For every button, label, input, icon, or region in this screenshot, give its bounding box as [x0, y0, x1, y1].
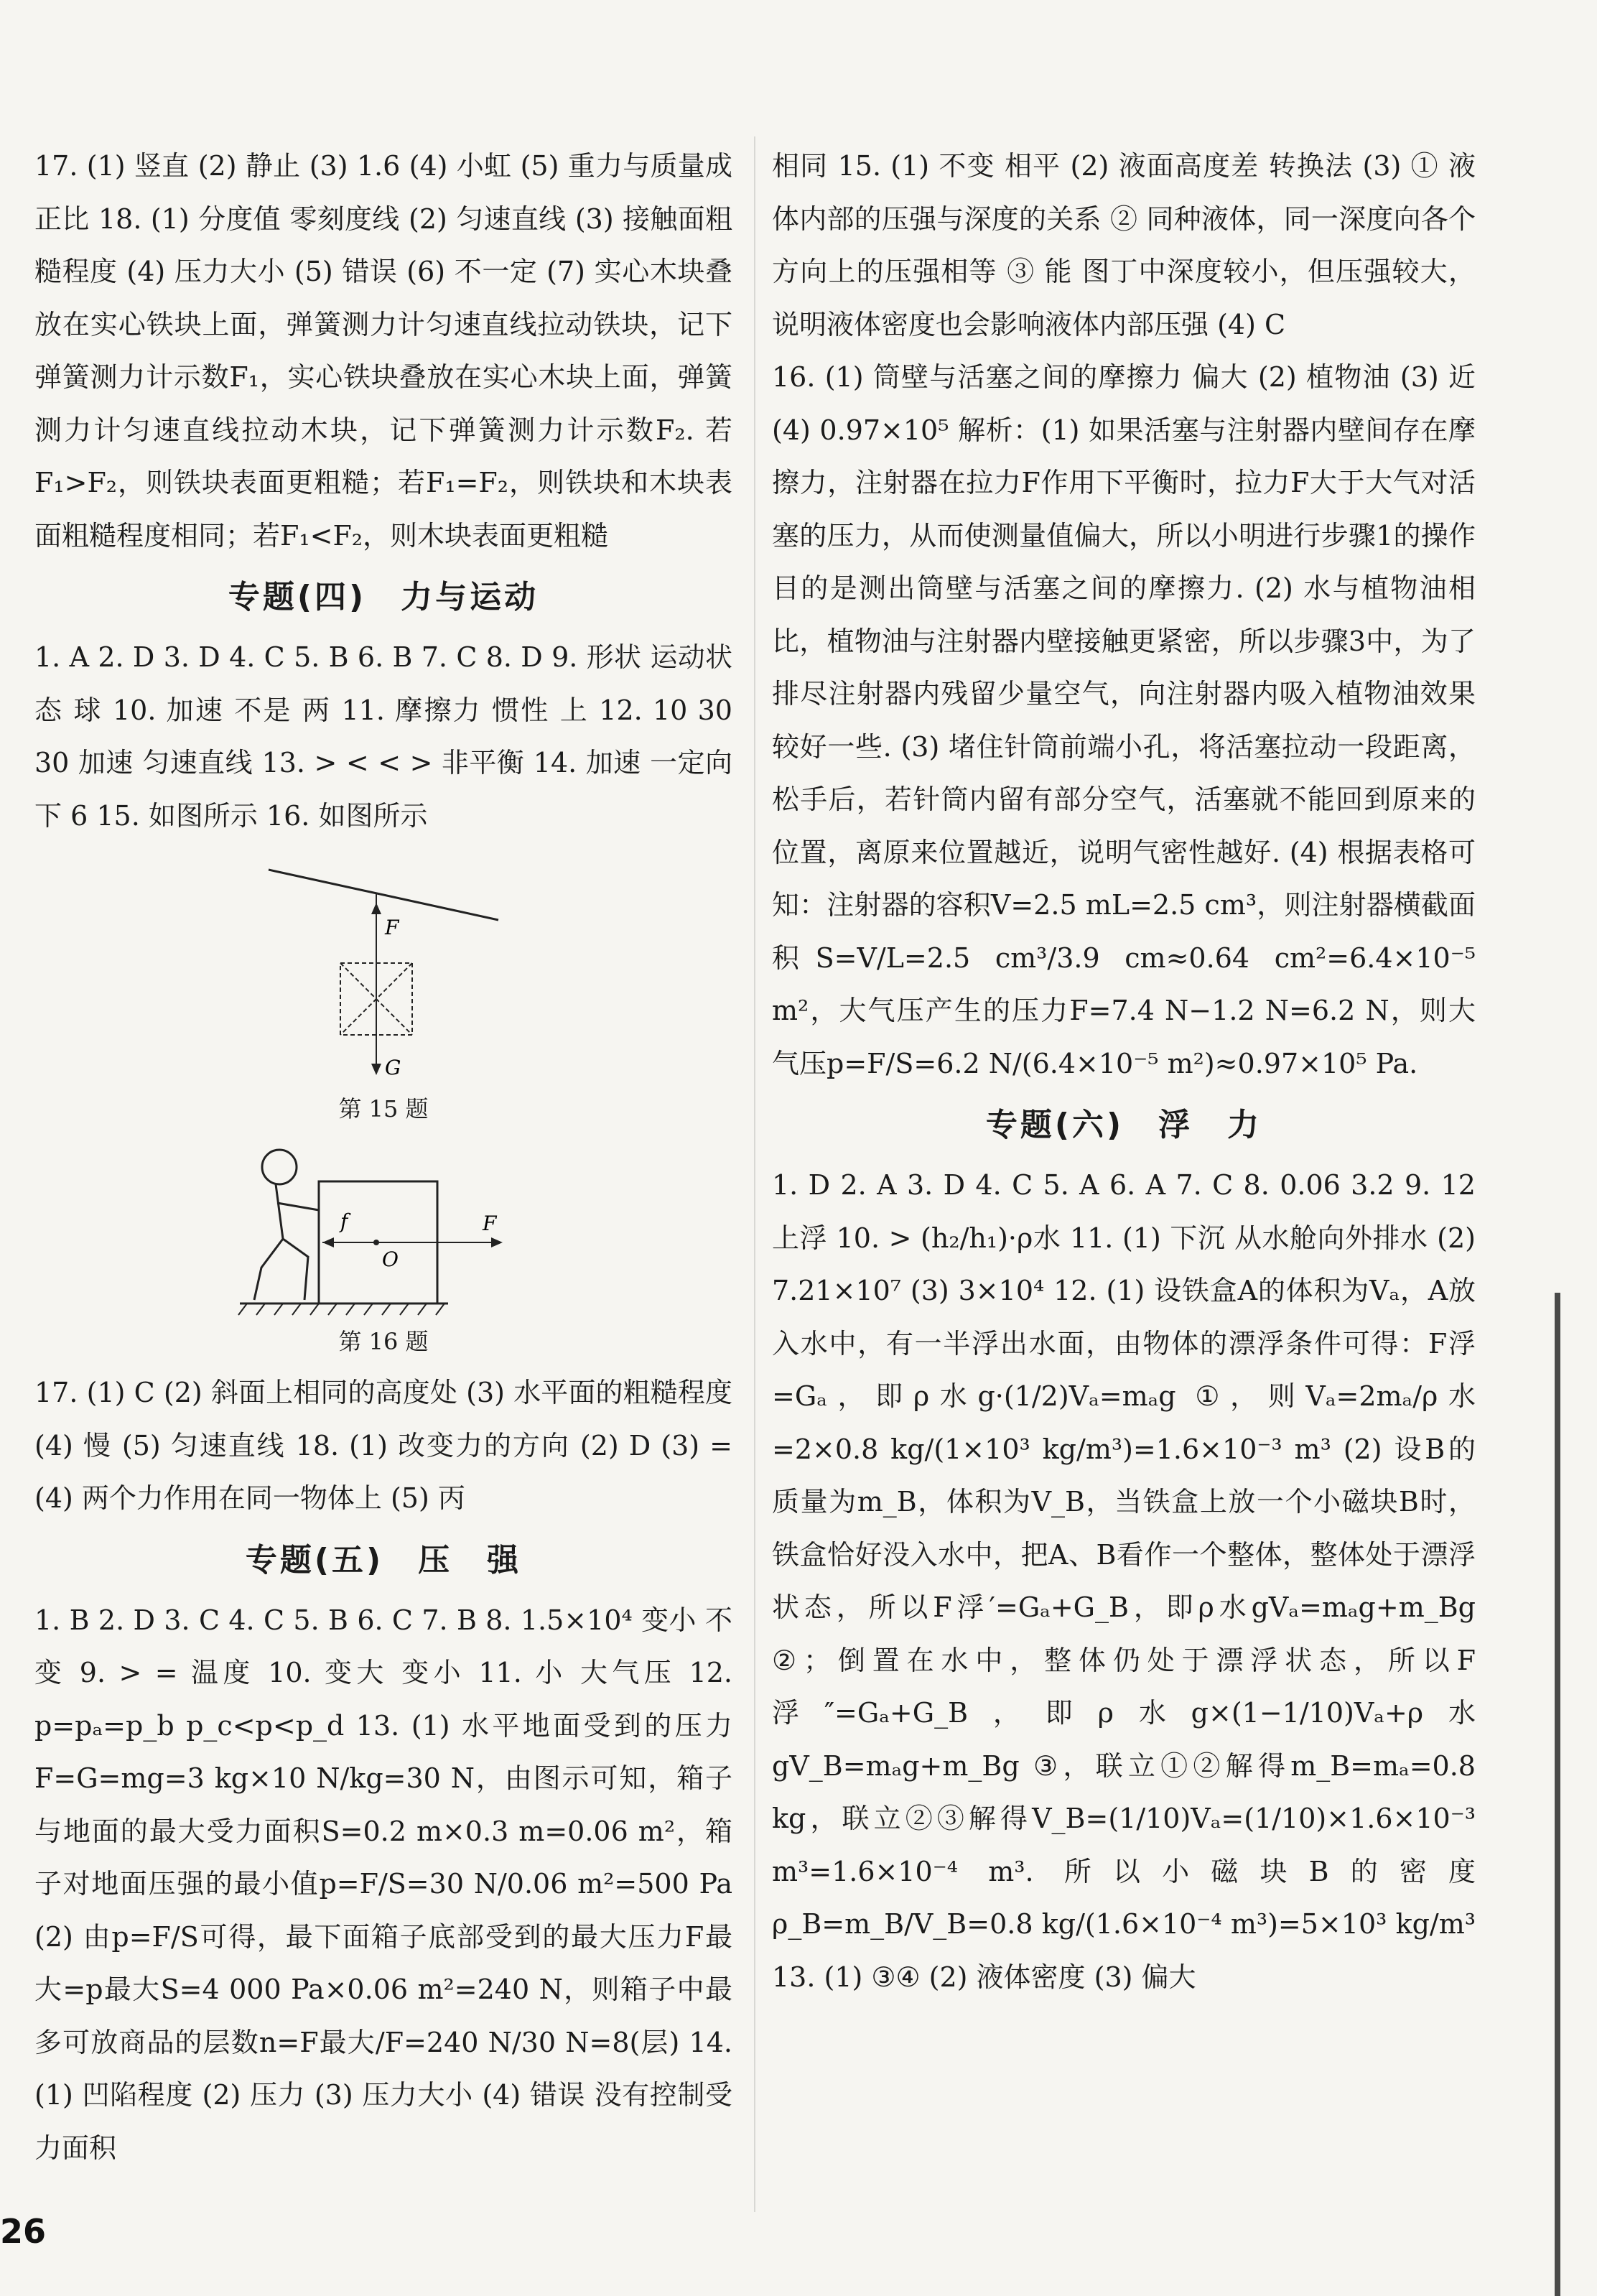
- page-number: 26: [0, 2212, 47, 2251]
- figure-16: [132, 1138, 635, 1358]
- figure-16-caption: 第 16 题: [338, 1328, 429, 1355]
- scan-edge-shadow: [1555, 1293, 1560, 2296]
- column-divider: [754, 136, 755, 2212]
- right-paragraph-3: 1. D 2. A 3. D 4. C 5. A 6. A 7. C 8. 0.06 3.2 9. 12 上浮 10. > (h₂/h₁)·ρ水 11. (1) 下沉 从水舱向外排水 (2) 7.21×10⁷ (3) 3×10⁴ 12. (1) 设铁盒A的体积为Vₐ，A放入水中，有一半浮出水面，由物体的漂浮条件可得：F浮=Gₐ，即ρ水g·(1/2)Vₐ=mₐg ①，则Vₐ=2mₐ/ρ水=2×0.8 kg/(1×10³ kg/m³)=1.6×10⁻³ m³ (2) 设B的质量为m_B，体积为V_B，当铁盒上放一个小磁块B时，铁盒恰好没入水中，把A、B看作一个整体，整体处于漂浮状态，所以F浮′=Gₐ+G_B，即ρ水gVₐ=mₐg+m_Bg ②；倒置在水中，整体仍处于漂浮状态，所以F浮″=Gₐ+G_B，即ρ水g×(1−1/10)Vₐ+ρ水gV_B=mₐg+m_Bg ③，联立①②解得m_B=mₐ=0.8 kg，联立②③解得V_B=(1/10)Vₐ=(1/10)×1.6×10⁻³ m³=1.6×10⁻⁴ m³. 所以小磁块B的密度ρ_B=m_B/V_B=0.8 kg/(1.6×10⁻⁴ m³)=5×10³ kg/m³ 13. (1) ③④ (2) 液体密度 (3) 偏大: [772, 1169, 1476, 1993]
- right-paragraph-1: 相同 15. (1) 不变 相平 (2) 液面高度差 转换法 (3) ① 液体内部的压强与深度的关系 ② 同种液体，同一深度向各个方向上的压强相等 ③ 能 图丁中深度较小，但压强较大，说明液体密度也会影响液体内部压强 (4) C: [772, 150, 1476, 340]
- figure-16-diagram: [233, 1138, 534, 1325]
- right-paragraph-2: 16. (1) 筒壁与活塞之间的摩擦力 偏大 (2) 植物油 (3) 近 (4) 0.97×10⁵ 解析：(1) 如果活塞与注射器内壁间存在摩擦力，注射器在拉力F作用下平衡时，拉力F大于大气对活塞的压力，从而使测量值偏大，所以小明进行步骤1的操作目的是测出筒壁与活塞之间的摩擦力. (2) 水与植物油相比，植物油与注射器内壁接触更紧密，所以步骤3中，为了排尽注射器内残留少量空气，向注射器内吸入植物油效果较好一些. (3) 堵住针筒前端小孔，将活塞拉动一段距离，松手后，若针筒内留有部分空气，活塞就不能回到原来的位置，离原来位置越近，说明气密性越好. (4) 根据表格可知：注射器的容积V=2.5 mL=2.5 cm³，则注射器横截面积S=V/L=2.5 cm³/3.9 cm≈0.64 cm²=6.4×10⁻⁵ m²，大气压产生的压力F=7.4 N−1.2 N=6.2 N，则大气压p=F/S=6.2 N/(6.4×10⁻⁵ m²)≈0.97×10⁵ Pa.: [772, 361, 1476, 1079]
- fig15-label-f: F: [385, 916, 399, 939]
- right-column: [772, 140, 1476, 2004]
- figure-15-caption: 第 15 题: [338, 1095, 429, 1123]
- section-heading-5: 专题(五) 压 强: [245, 1541, 522, 1579]
- left-paragraph-3: 17. (1) C (2) 斜面上相同的高度处 (3) 水平面的粗糙程度 (4) 慢 (5) 匀速直线 18. (1) 改变力的方向 (2) D (3) = (4) 两个力作用在同一物体上 (5) 丙: [34, 1377, 732, 1514]
- fig15-label-g: G: [385, 1056, 401, 1079]
- left-paragraph-4: 1. B 2. D 3. C 4. C 5. B 6. C 7. B 8. 1.5×10⁴ 变小 不变 9. > = 温度 10. 变大 变小 11. 小 大气压 12. p=pₐ=p_b p_c<p<p_d 13. (1) 水平地面受到的压力F=G=mg=3 kg×10 N/kg=30 N，由图示可知，箱子与地面的最大受力面积S=0.2 m×0.3 m=0.06 m²，箱子对地面压强的最小值p=F/S=30 N/0.06 m²=500 Pa (2) 由p=F/S可得，最下面箱子底部受到的最大压力F最大=p最大S=4 000 Pa×0.06 m²=240 N，则箱子中最多可放商品的层数n=F最大/F=240 N/30 N=8(层) 14. (1) 凹陷程度 (2) 压力 (3) 压力大小 (4) 错误 没有控制受力面积: [34, 1604, 732, 2164]
- left-column: [34, 140, 732, 2175]
- left-paragraph-2: 1. A 2. D 3. D 4. C 5. B 6. B 7. C 8. D 9. 形状 运动状态 球 10. 加速 不是 两 11. 摩擦力 惯性 上 12. 10 30 30 加速 匀速直线 13. > < < > 非平衡 14. 加速 一定向下 6 15. 如图所示 16. 如图所示: [34, 641, 732, 832]
- figure-15: [132, 855, 635, 1125]
- left-paragraph-1: 17. (1) 竖直 (2) 静止 (3) 1.6 (4) 小虹 (5) 重力与质量成正比 18. (1) 分度值 零刻度线 (2) 匀速直线 (3) 接触面粗糙程度 (4) 压力大小 (5) 错误 (6) 不一定 (7) 实心木块叠放在实心铁块上面，弹簧测力计匀速直线拉动铁块，记下弹簧测力计示数F₁，实心铁块叠放在实心木块上面，弹簧测力计匀速直线拉动木块，记下弹簧测力计示数F₂. 若F₁>F₂，则铁块表面更粗糙；若F₁=F₂，则铁块和木块表面粗糙程度相同；若F₁<F₂，则木块表面更粗糙: [34, 150, 732, 552]
- figure-15-diagram: [254, 855, 513, 1092]
- fig16-label-f: F: [483, 1212, 497, 1235]
- fig16-label-o: O: [382, 1247, 399, 1271]
- section-heading-4: 专题(四) 力与运动: [228, 579, 539, 615]
- section-heading-6: 专题(六) 浮 力: [985, 1107, 1262, 1143]
- fig16-label-f-small: f: [340, 1209, 348, 1233]
